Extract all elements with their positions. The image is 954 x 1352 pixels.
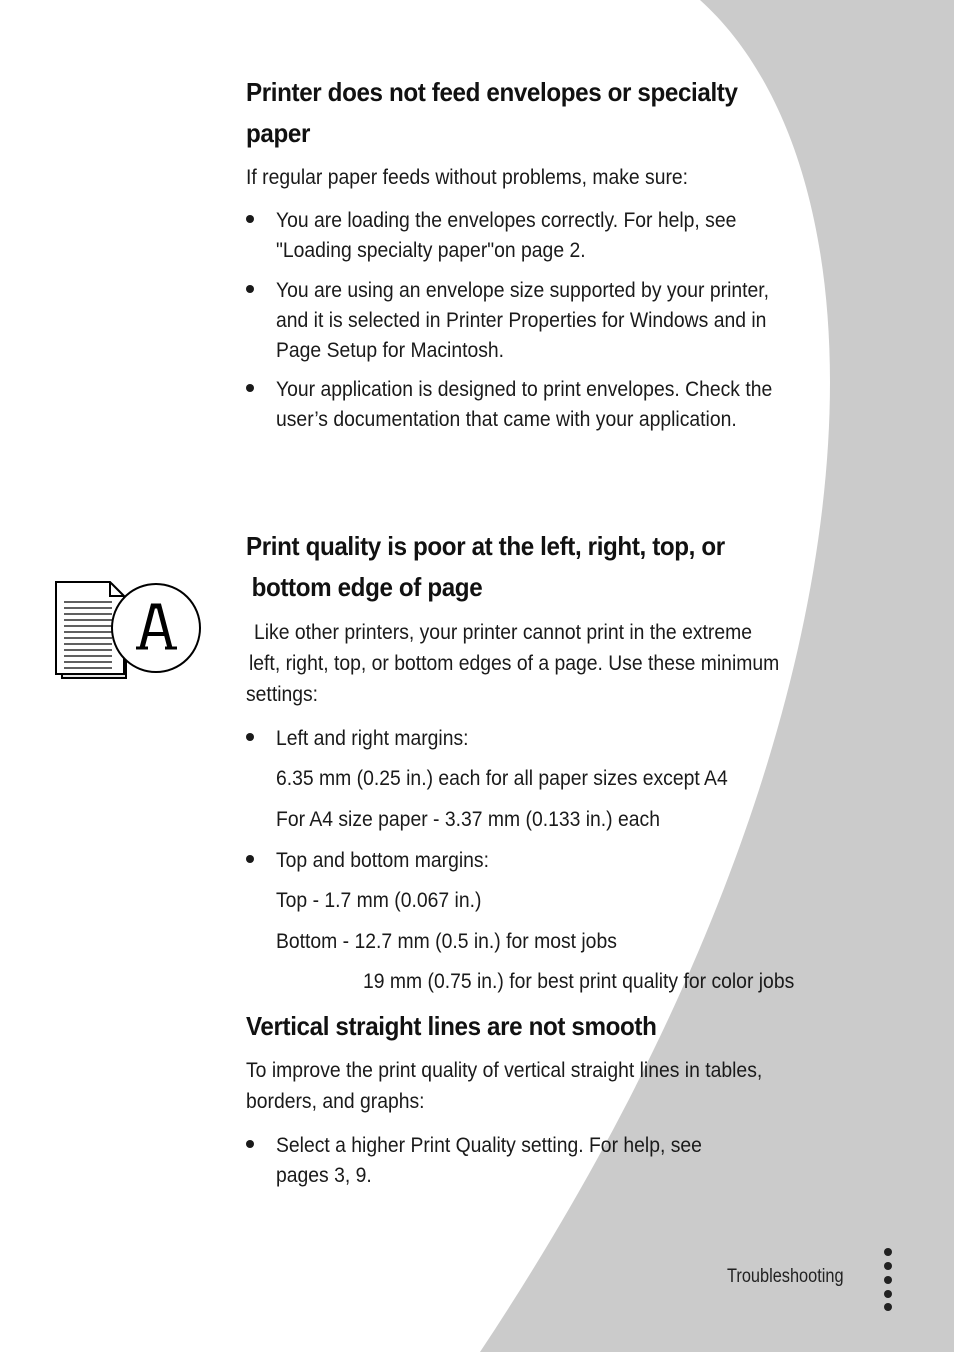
heading-line: Printer does not feed envelopes or specialty	[246, 77, 738, 107]
bullet-line: Page Setup for Macintosh.	[276, 338, 505, 362]
bullet-icon	[246, 733, 254, 741]
bullet-icon	[246, 384, 254, 392]
intro-line: settings:	[246, 682, 319, 706]
bullet-line: You are using an envelope size supported by your printer,	[276, 278, 770, 302]
bullet-line: Select a higher Print Quality setting. For help, see	[276, 1133, 702, 1157]
bullet-icon	[246, 215, 254, 223]
bullet-line: Your application is designed to print envelopes. Check the	[276, 377, 773, 401]
section-heading-envelopes	[246, 72, 738, 154]
margin-detail: For A4 size paper - 3.37 mm (0.133 in.) each	[276, 807, 660, 831]
bullet-item	[276, 374, 772, 434]
section-heading-vertical-lines: Vertical straight lines are not smooth	[246, 1011, 657, 1041]
heading-line: Print quality is poor at the left, right, top, or	[246, 531, 725, 561]
intro-line: To improve the print quality of vertical straight lines in tables,	[246, 1058, 763, 1082]
footer-section-label: Troubleshooting	[727, 1266, 844, 1287]
section-intro: If regular paper feeds without problems, make sure:	[246, 165, 689, 189]
margin-detail: Top - 1.7 mm (0.067 in.)	[276, 888, 482, 912]
bullet-line: You are loading the envelopes correctly. For help, see	[276, 208, 737, 232]
bullet-icon	[246, 855, 254, 863]
section-heading-print-quality	[246, 526, 725, 608]
bullet-item	[276, 205, 736, 265]
bullet-line: and it is selected in Printer Properties for Windows and in	[276, 308, 767, 332]
intro-line: borders, and graphs:	[246, 1089, 425, 1113]
heading-line: paper	[246, 118, 310, 148]
margin-detail: Bottom - 12.7 mm (0.5 in.) for most jobs	[276, 929, 617, 953]
bullet-icon	[246, 1140, 254, 1148]
margin-detail: 19 mm (0.75 in.) for best print quality for color jobs	[363, 969, 795, 993]
bullet-line: user’s documentation that came with your application.	[276, 407, 737, 431]
bullet-line: "Loading specialty paper"on page 2.	[276, 238, 586, 262]
bullet-item: Top and bottom margins:	[276, 848, 489, 872]
bullet-item	[276, 1130, 702, 1190]
intro-line: left, right, top, or bottom edges of a page. Use these minimum	[249, 651, 780, 675]
bullet-item	[276, 275, 769, 365]
intro-line: Like other printers, your printer cannot print in the extreme	[254, 620, 752, 644]
page-with-letter-a-icon	[52, 578, 204, 680]
bullet-item: Left and right margins:	[276, 726, 469, 750]
bullet-line: pages 3, 9.	[276, 1163, 372, 1187]
heading-line: bottom edge of page	[251, 572, 483, 602]
margin-detail: 6.35 mm (0.25 in.) each for all paper sizes except A4	[276, 766, 728, 790]
bullet-icon	[246, 285, 254, 293]
